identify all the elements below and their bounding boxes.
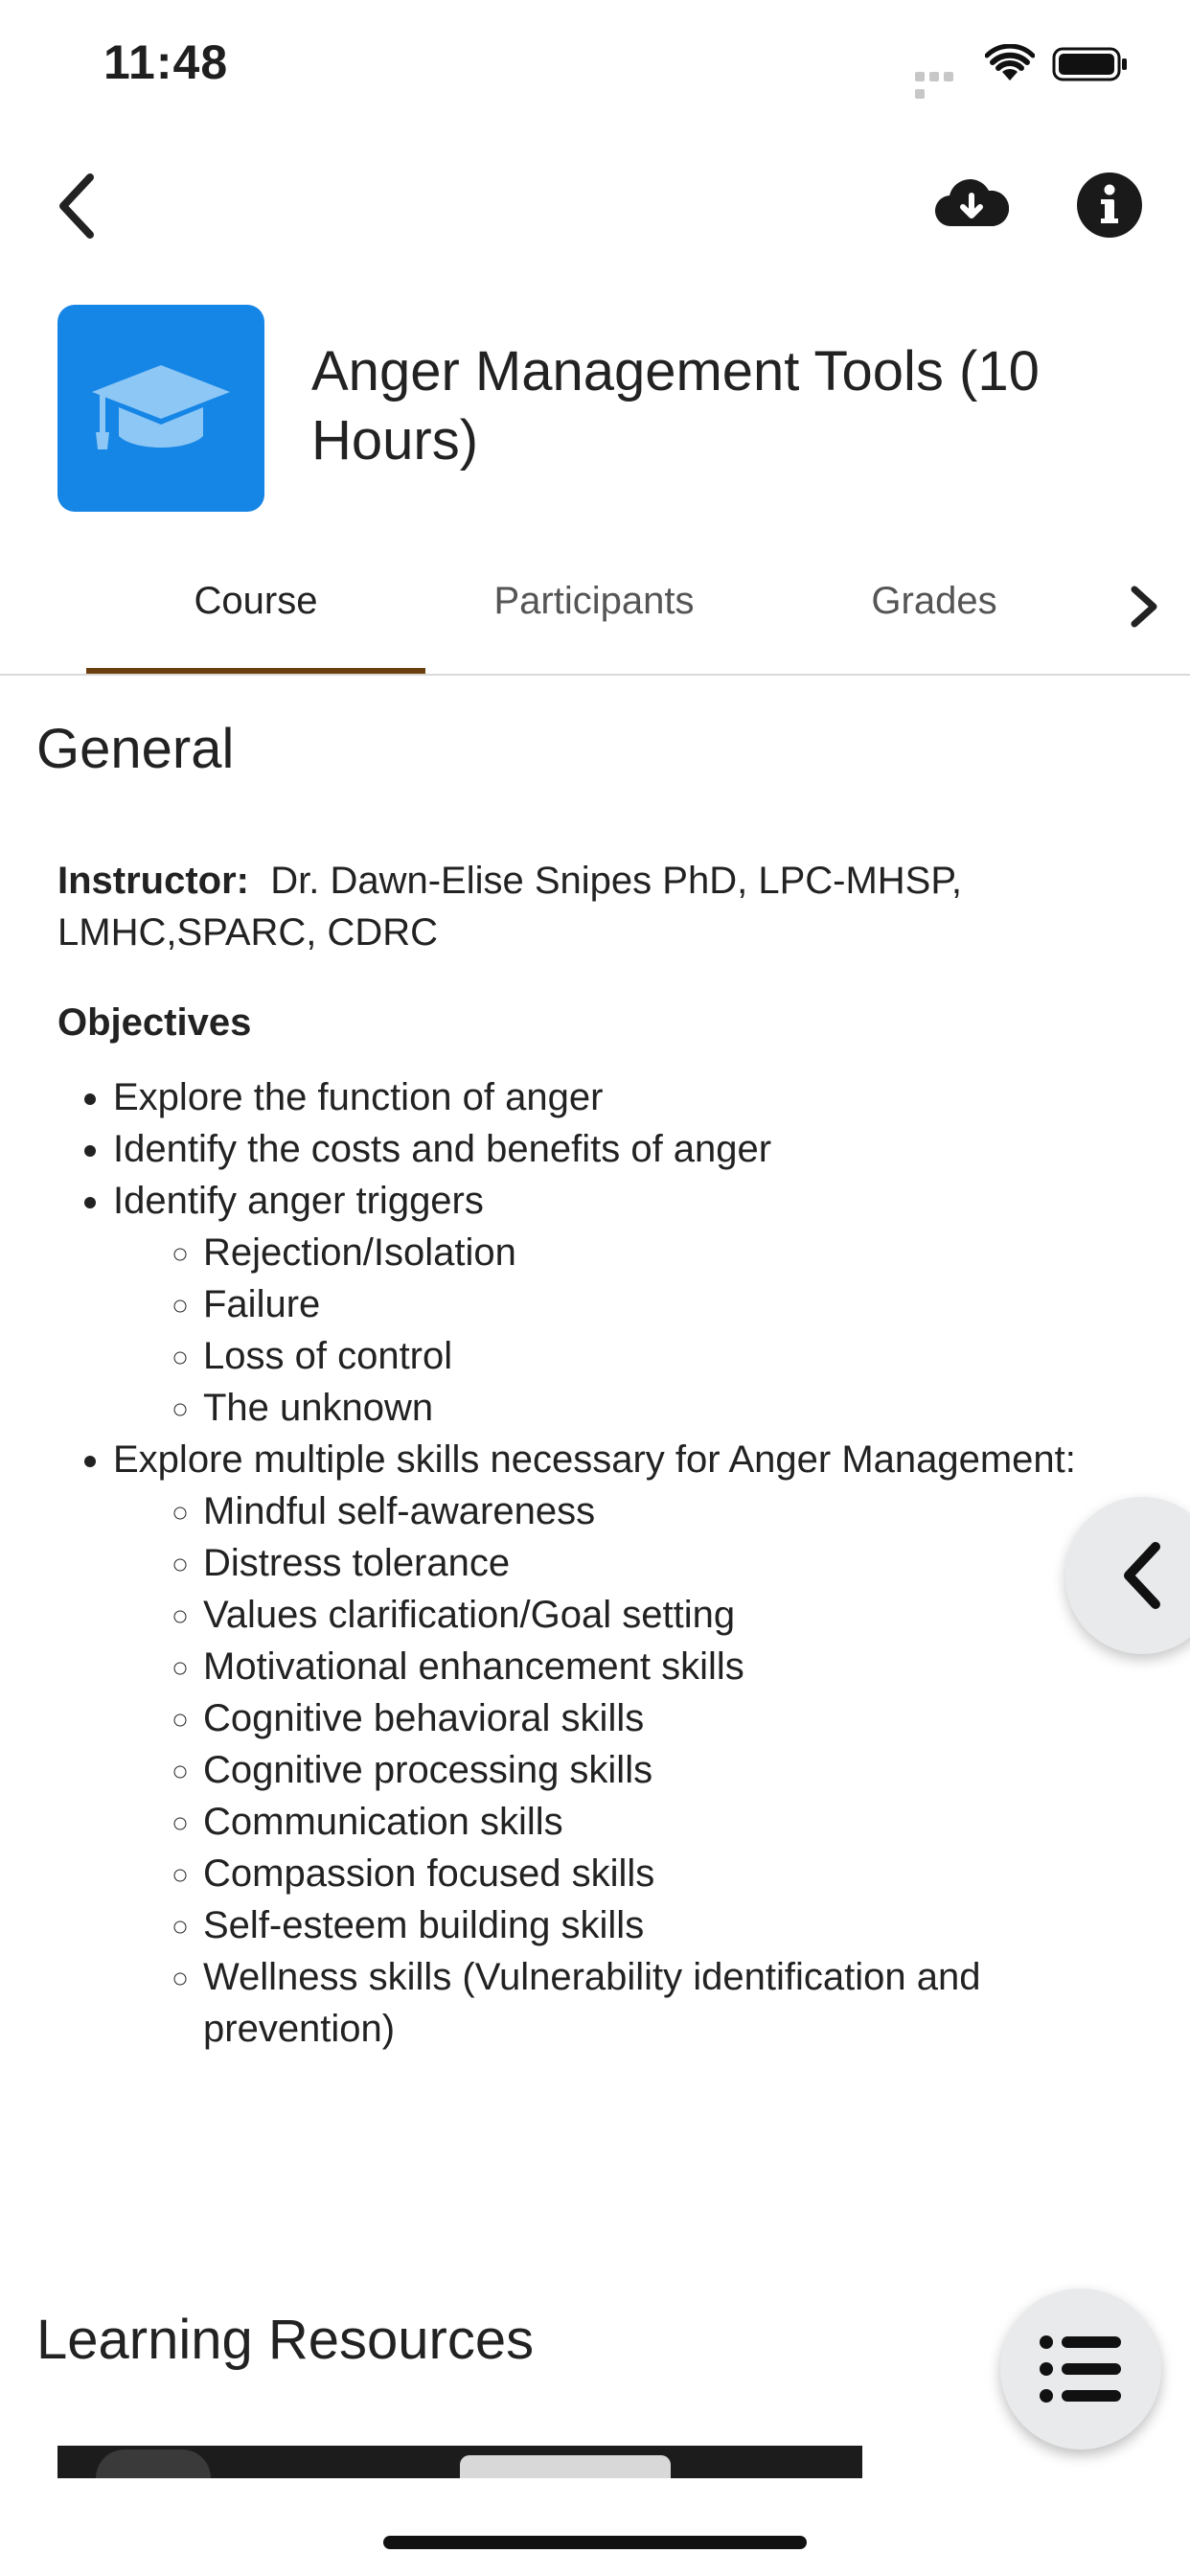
- section-title-learning-resources: Learning Resources: [36, 2309, 535, 2371]
- cellular-signal-icon: [915, 69, 971, 80]
- list-item: ◦ Motivational enhancement skills: [203, 1641, 1111, 1692]
- status-time: 11:48: [103, 35, 229, 89]
- list-item: ◦ Values clarification/Goal setting: [203, 1589, 1111, 1641]
- objectives-list: [57, 1071, 1111, 2055]
- download-cloud-icon[interactable]: [934, 172, 1009, 234]
- instructor-label: Instructor:: [57, 860, 249, 902]
- section-title-general: General: [36, 718, 235, 780]
- list-item-text: Identify anger triggers: [113, 1180, 484, 1222]
- list-item: ◦ Distress tolerance: [203, 1537, 1111, 1589]
- status-bar: [0, 0, 1190, 125]
- battery-icon: [1052, 46, 1129, 82]
- list-item: ◦ Compassion focused skills: [203, 1848, 1111, 1899]
- list-item: ◦ Self-esteem building skills: [203, 1899, 1111, 1951]
- instructor-text: Dr. Dawn-Elise Snipes PhD, LPC-MHSP, LMHC,SPARC, CDRC: [57, 860, 962, 954]
- chevron-right-icon[interactable]: [1119, 580, 1169, 633]
- section-summary: [57, 855, 1111, 2055]
- list-item: ◦ Communication skills: [203, 1796, 1111, 1848]
- list-item: • Explore the function of anger: [113, 1071, 1111, 1123]
- list-icon: [1039, 2331, 1123, 2407]
- triggers-list: [113, 1227, 1111, 1434]
- info-icon[interactable]: [1075, 171, 1144, 240]
- course-title: Anger Management Tools (10 Hours): [311, 340, 1040, 472]
- tab-grades[interactable]: Grades: [871, 580, 997, 622]
- list-item: • Identify the costs and benefits of anger: [113, 1123, 1111, 1175]
- list-item: ◦ Cognitive processing skills: [203, 1744, 1111, 1796]
- list-item: ◦ Failure: [203, 1278, 1111, 1330]
- instructor-line: [57, 855, 1111, 958]
- tab-course[interactable]: Course: [86, 551, 425, 674]
- course-index-button[interactable]: [1000, 2288, 1161, 2450]
- list-item: ◦ Wellness skills (Vulnerability identification and prevention): [203, 1951, 1111, 2055]
- list-item: [113, 1434, 1111, 2055]
- objectives-heading: Objectives: [57, 1001, 252, 1044]
- skills-list: [113, 1485, 1111, 2055]
- tab-participants[interactable]: Participants: [493, 580, 695, 622]
- wifi-icon: [985, 44, 1035, 82]
- course-tabs: [0, 551, 1190, 676]
- home-indicator[interactable]: [383, 2536, 807, 2549]
- resource-video-thumbnail[interactable]: [57, 2446, 862, 2478]
- list-item: [113, 1175, 1111, 1434]
- list-item: ◦ Mindful self-awareness: [203, 1485, 1111, 1537]
- graduation-cap-icon: [86, 357, 236, 463]
- list-item: ◦ The unknown: [203, 1382, 1111, 1434]
- list-item: ◦ Cognitive behavioral skills: [203, 1692, 1111, 1744]
- list-item-text: Explore multiple skills necessary for Anger Management:: [113, 1438, 1076, 1481]
- list-item: ◦ Loss of control: [203, 1330, 1111, 1382]
- chevron-left-icon: [1115, 1539, 1173, 1612]
- list-item: ◦ Rejection/Isolation: [203, 1227, 1111, 1278]
- course-image: [57, 305, 264, 512]
- bottom-safe-area: [0, 2478, 1190, 2576]
- back-button[interactable]: [50, 168, 107, 244]
